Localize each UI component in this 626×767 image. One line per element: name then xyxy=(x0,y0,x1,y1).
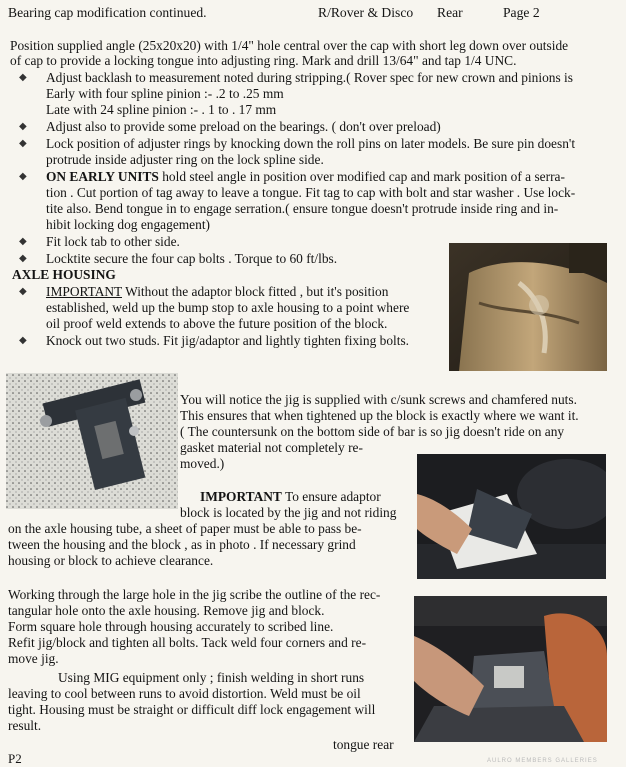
working-line-1: Working through the large hole in the jig scribe the outline of the rec- xyxy=(8,587,381,602)
axle-important-line-1 xyxy=(46,284,388,299)
working-line-4: Refit jig/block and tighten all bolts. Tack weld four corners and re- xyxy=(8,635,367,650)
working-line-3: Form square hole through housing accurately to scribed line. xyxy=(8,619,334,634)
early-units-line-1 xyxy=(46,169,565,184)
important2-line-4: tween the housing and the block , as in photo . If necessary grind xyxy=(8,537,356,552)
header-model: R/Rover & Disco xyxy=(318,5,414,20)
mig-line-2: leaving to cool between runs to avoid distortion. Weld must be oil xyxy=(8,686,361,701)
mig-line-4: result. xyxy=(8,718,42,733)
intro-line-2: of cap to provide a locking tongue into adjusting ring. Mark and drill 13/64" and tap 1/4 UNC. xyxy=(10,53,517,68)
early-units-line-3: tite also. Bend tongue in to engage serration.( ensure tongue doesn't protrude inside ring and in- xyxy=(46,201,559,216)
axle-weld-photo xyxy=(449,243,607,371)
axle-important-text: Without the adaptor block fitted , but it's position xyxy=(122,284,389,299)
jig-line-1: You will notice the jig is supplied with c/sunk screws and chamfered nuts. xyxy=(180,392,577,407)
bullet-icon: ◆ xyxy=(19,286,27,297)
mig-line-3: tight. Housing must be straight or difficult diff lock engagement will xyxy=(8,702,376,717)
header-side: Rear xyxy=(437,5,463,20)
working-line-2: tangular hole onto the axle housing. Remove jig and block. xyxy=(8,603,325,618)
early-units-text: hold steel angle in position over modified cap and mark position of a serra- xyxy=(158,169,565,184)
tongue-rear-photo xyxy=(414,596,607,742)
lock-line-2: protrude inside adjuster ring on the lock spline side. xyxy=(46,152,324,167)
cap-bolts-line: Locktite secure the four cap bolts . Torque to 60 ft/lbs. xyxy=(46,251,338,266)
lock-tab-line: Fit lock tab to other side. xyxy=(46,234,180,249)
working-line-5: move jig. xyxy=(8,651,59,666)
lock-line-1: Lock position of adjuster rings by knocking down the roll pins on later models. Be sure pin doesn't xyxy=(46,136,576,151)
axle-important-line-2: established, weld up the bump stop to axle housing to a point where xyxy=(46,300,410,315)
intro-line-1: Position supplied angle (25x20x20) with 1/4" hole central over the cap with short leg down over outside xyxy=(10,38,569,53)
early-units-label: ON EARLY UNITS xyxy=(46,169,159,184)
backlash-line-3: Late with 24 spline pinion :- . 1 to . 17 mm xyxy=(46,102,277,117)
important2-line-5: housing or block to achieve clearance. xyxy=(8,553,214,568)
mig-line-1: Using MIG equipment only ; finish welding in short runs xyxy=(58,670,365,685)
important2-line-2: block is located by the jig and not riding xyxy=(180,505,397,520)
jig-line-3: ( The countersunk on the bottom side of bar is so jig doesn't ride on any xyxy=(180,424,565,439)
important2-line-3: on the axle housing tube, a sheet of paper must be able to pass be- xyxy=(8,521,362,536)
preload-line: Adjust also to provide some preload on the bearings. ( don't over preload) xyxy=(46,119,441,134)
page-footer: P2 xyxy=(8,751,22,766)
backlash-line-2: Early with four spline pinion :- .2 to .25 mm xyxy=(46,86,284,101)
jig-photo xyxy=(6,373,178,509)
jig-line-5: moved.) xyxy=(180,456,225,471)
bullet-icon: ◆ xyxy=(19,236,27,247)
axle-important-line-3: oil proof weld extends to above the future position of the block. xyxy=(46,316,388,331)
bullet-icon: ◆ xyxy=(19,138,27,149)
axle-housing-heading: AXLE HOUSING xyxy=(12,267,116,282)
paper-clearance-photo xyxy=(417,454,606,579)
early-units-line-2: tion . Cut portion of tag away to leave a tongue. Fit tag to cap with bolt and star washer . Use lock- xyxy=(46,185,576,200)
important2-label: IMPORTANT xyxy=(200,489,282,504)
photo-caption: tongue rear xyxy=(333,737,394,752)
bullet-icon: ◆ xyxy=(19,72,27,83)
early-units-line-4: hibit locking dog engagement) xyxy=(46,217,210,232)
watermark-text: AULRO MEMBERS GALLERIES xyxy=(487,758,598,764)
knock-out-line: Knock out two studs. Fit jig/adaptor and lightly tighten fixing bolts. xyxy=(46,333,410,348)
important2-line-1 xyxy=(200,489,381,504)
important2-first: To ensure adaptor xyxy=(281,489,381,504)
bullet-icon: ◆ xyxy=(19,335,27,346)
bullet-icon: ◆ xyxy=(19,171,27,182)
header-page: Page 2 xyxy=(503,5,540,20)
backlash-line-1: Adjust backlash to measurement noted during stripping.( Rover spec for new crown and pinions is xyxy=(46,70,573,85)
header-title: Bearing cap modification continued. xyxy=(8,5,207,20)
axle-important-label: IMPORTANT xyxy=(46,284,122,299)
jig-line-4: gasket material not completely re- xyxy=(180,440,363,455)
bullet-icon: ◆ xyxy=(19,121,27,132)
bullet-icon: ◆ xyxy=(19,253,27,264)
jig-line-2: This ensures that when tightened up the block is exactly where we want it. xyxy=(180,408,579,423)
